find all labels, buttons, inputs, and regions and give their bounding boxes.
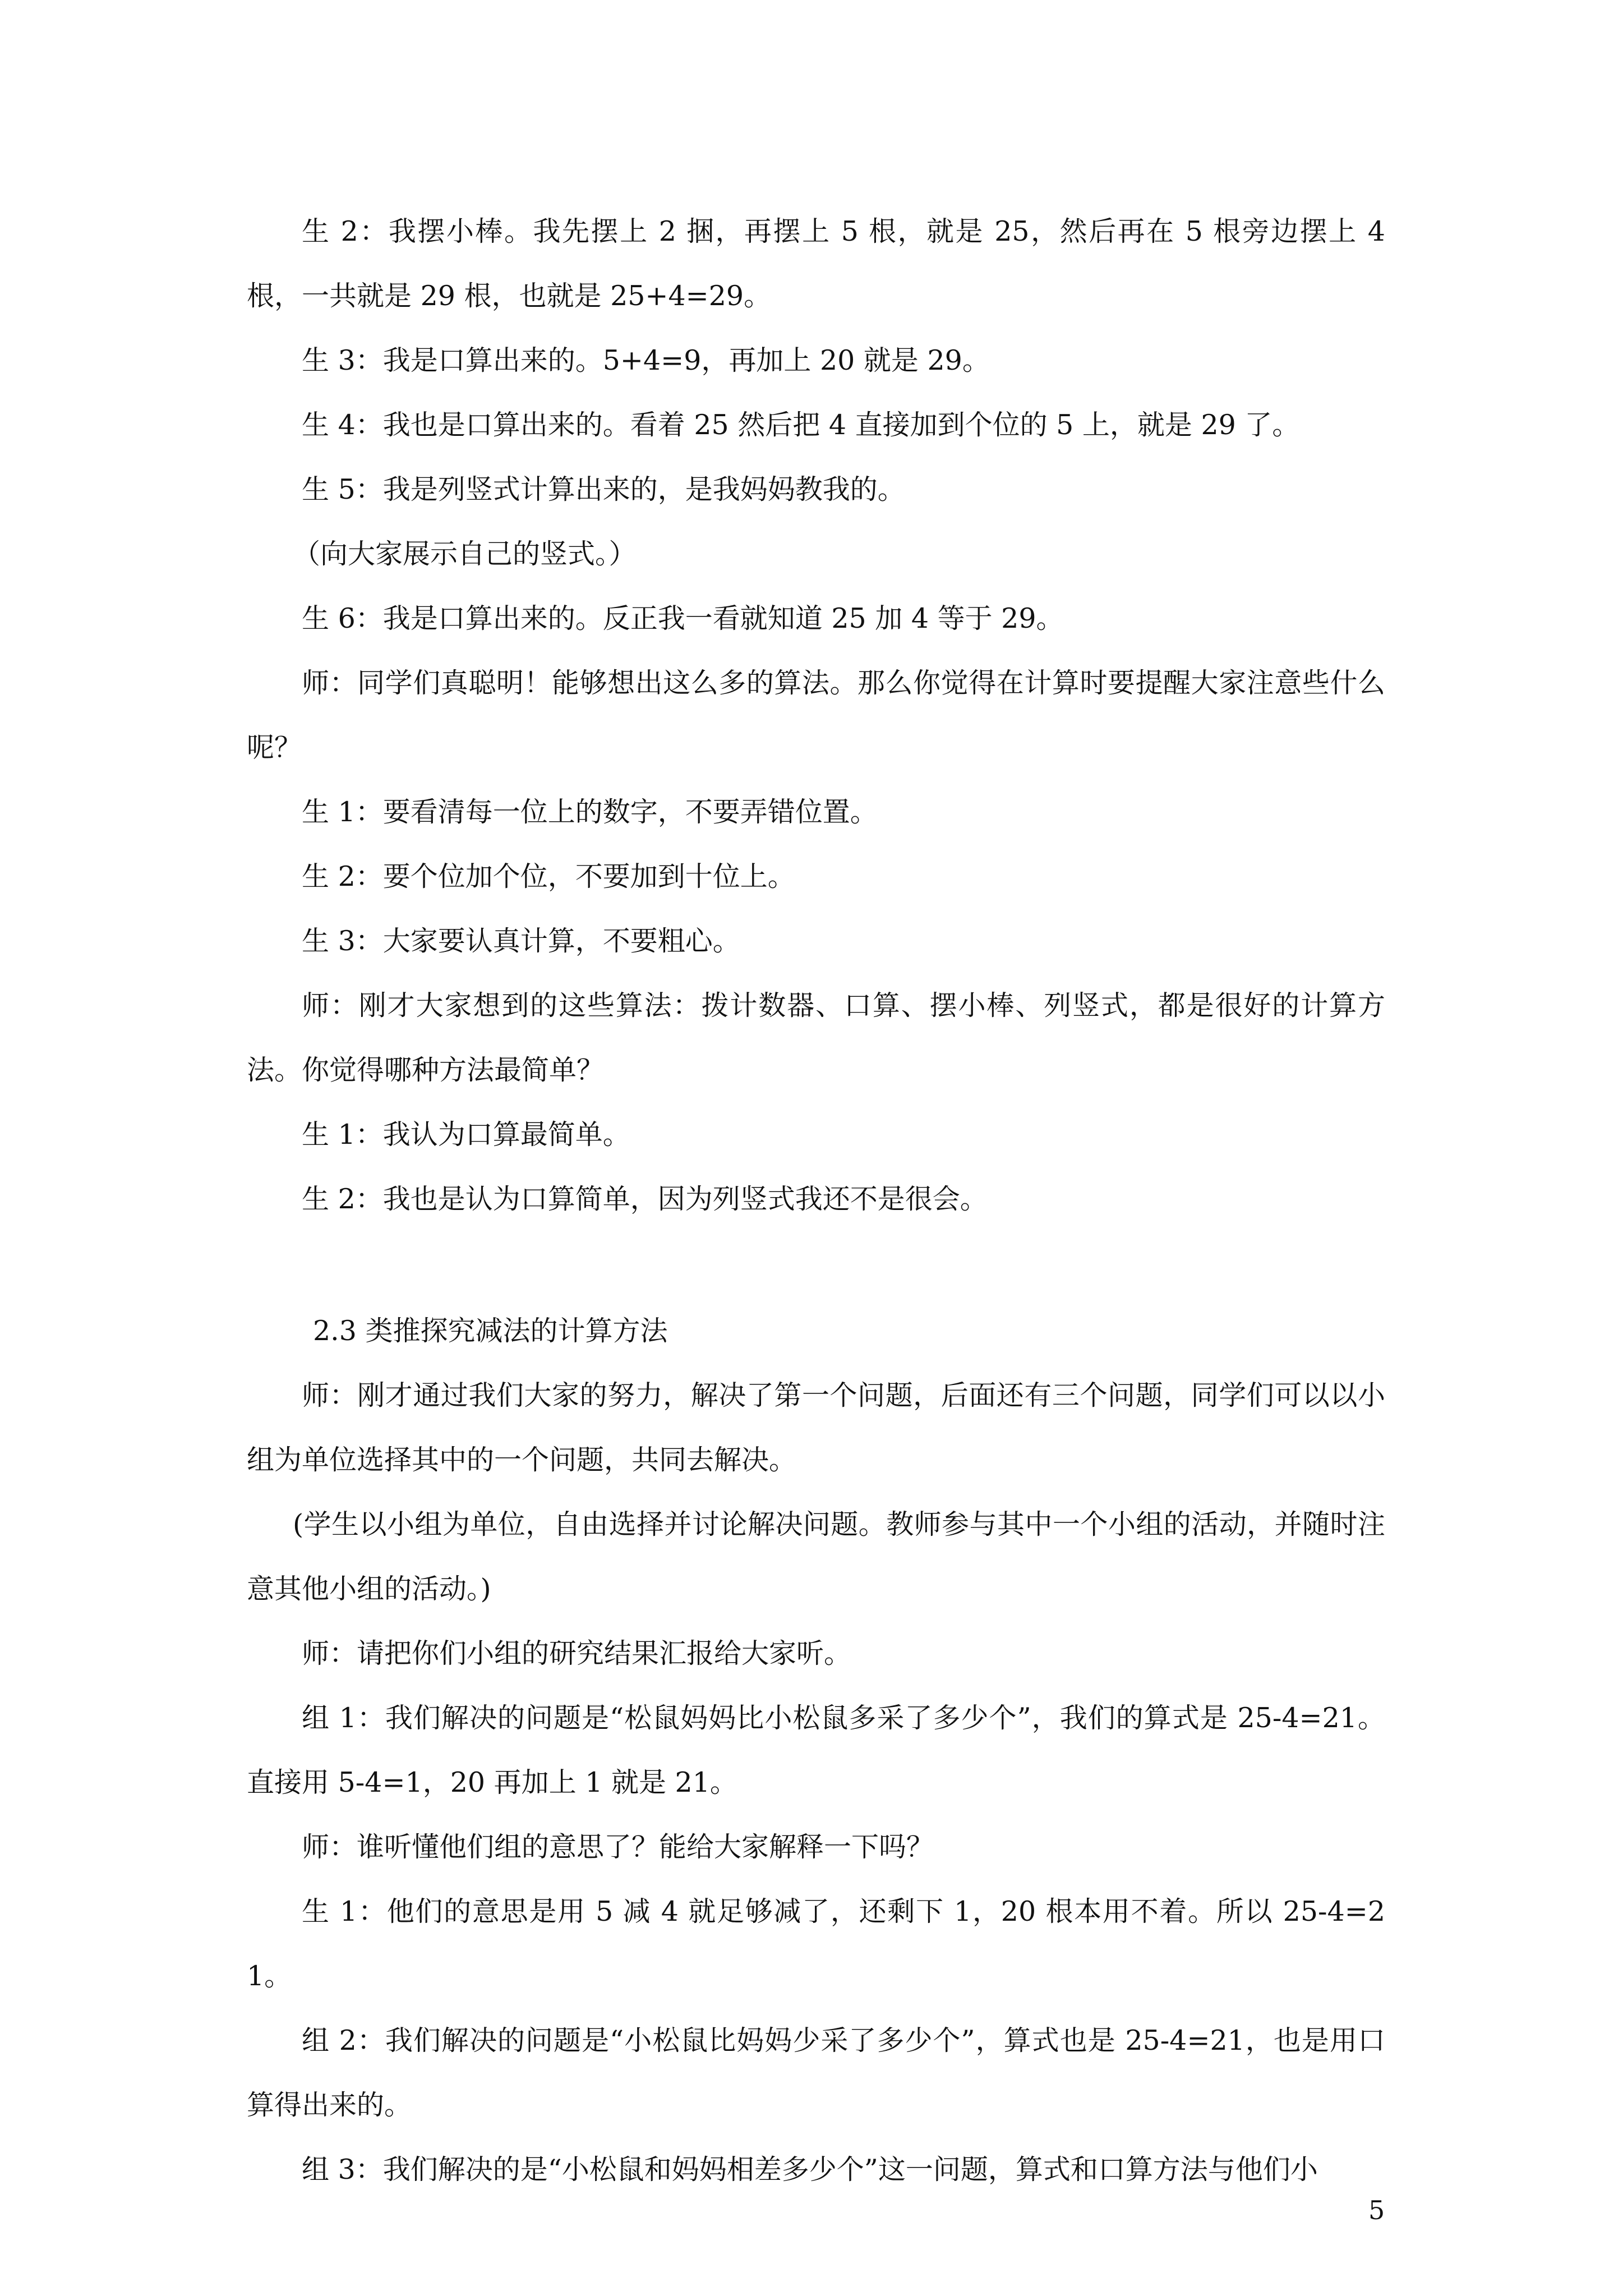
- paragraph-teacher-groups: 师：刚才通过我们大家的努力，解决了第一个问题，后面还有三个问题，同学们可以以小组为单位选择其中的一个问题，共同去解决。: [247, 1379, 1385, 1476]
- paragraph-student2-simple: 生 2：我也是认为口算简单，因为列竖式我还不是很会。: [302, 1183, 988, 1215]
- paragraph-student2-sticks: 生 2：我摆小棒。我先摆上 2 捆，再摆上 5 根，就是 25，然后再在 5 根旁边摆上 4 根，一共就是 29 根，也就是 25+4=29。: [247, 215, 1385, 312]
- paragraph-student1-explanation: 生 1：他们的意思是用 5 减 4 就足够减了，还剩下 1，20 根本用不着。所以 25-4=21。: [247, 1895, 1385, 1992]
- paragraph-teacher-question: 师：同学们真聪明！能够想出这么多的算法。那么你觉得在计算时要提醒大家注意些什么呢？: [247, 667, 1385, 763]
- paragraph-student5-vertical: 生 5：我是列竖式计算出来的，是我妈妈教我的。: [302, 473, 905, 505]
- paragraph-student1-simplest: 生 1：我认为口算最简单。: [302, 1119, 630, 1151]
- section-spacer: [247, 1231, 1385, 1299]
- page-number: 5: [1368, 2195, 1385, 2225]
- paragraph-student6-mental: 生 6：我是口算出来的。反正我一看就知道 25 加 4 等于 29。: [302, 602, 1064, 634]
- paragraph-stage-direction: （向大家展示自己的竖式。）: [293, 538, 637, 570]
- paragraph-student3-careful: 生 3：大家要认真计算，不要粗心。: [302, 925, 740, 957]
- paragraph-teacher-explain: 师：谁听懂他们组的意思了？能给大家解释一下吗？: [302, 1831, 934, 1863]
- paragraph-group2-answer: 组 2：我们解决的问题是“小松鼠比妈妈少采了多少个”，算式也是 25-4=21，也是用口算得出来的。: [247, 2024, 1385, 2121]
- paragraph-student3-mental: 生 3：我是口算出来的。5+4=9，再加上 20 就是 29。: [302, 344, 990, 376]
- paragraph-teacher-methods: 师：刚才大家想到的这些算法：拨计数器、口算、摆小棒、列竖式，都是很好的计算方法。你觉得哪种方法最简单？: [247, 990, 1385, 1086]
- paragraph-group3-answer: 组 3：我们解决的是“小松鼠和妈妈相差多少个”这一问题，算式和口算方法与他们小: [302, 2154, 1318, 2185]
- paragraph-student1-digits: 生 1：要看清每一位上的数字，不要弄错位置。: [302, 796, 878, 828]
- section-heading: 2.3 类推探究减法的计算方法: [313, 1315, 668, 1347]
- document-body: [247, 199, 1385, 2202]
- paragraph-teacher-report: 师：请把你们小组的研究结果汇报给大家听。: [302, 1637, 852, 1669]
- paragraph-student2-units: 生 2：要个位加个位，不要加到十位上。: [302, 861, 795, 892]
- paragraph-group-activity-note: (学生以小组为单位，自由选择并讨论解决问题。教师参与其中一个小组的活动，并随时注意其他小组的活动。): [247, 1508, 1385, 1605]
- paragraph-group1-answer: 组 1：我们解决的问题是“松鼠妈妈比小松鼠多采了多少个”，我们的算式是 25-4=21。直接用 5-4=1，20 再加上 1 就是 21。: [247, 1702, 1385, 1798]
- paragraph-student4-mental: 生 4：我也是口算出来的。看着 25 然后把 4 直接加到个位的 5 上，就是 29 了。: [302, 409, 1300, 441]
